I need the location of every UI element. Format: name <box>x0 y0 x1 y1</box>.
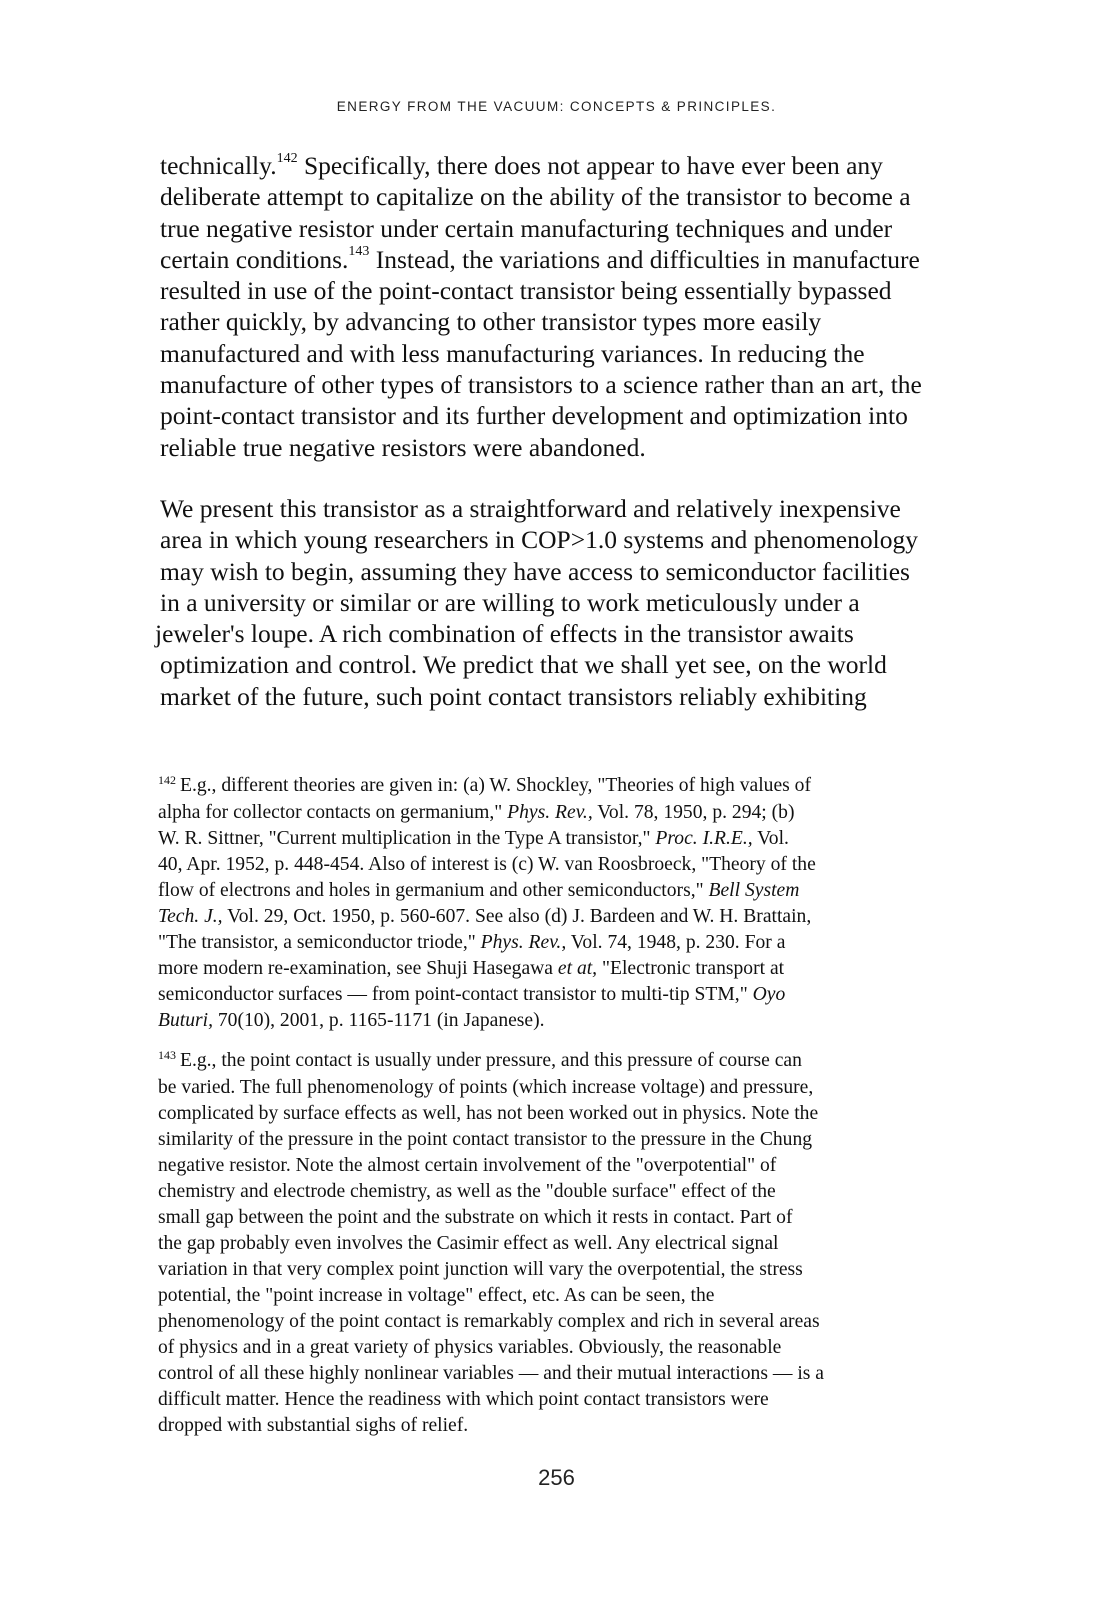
text-line: optimization and control. We predict that we shall yet see, on the world <box>160 650 887 680</box>
running-header: ENERGY FROM THE VACUUM: CONCEPTS & PRINCIPLES. <box>336 99 777 114</box>
body-paragraph-1 <box>160 150 1020 463</box>
footnote-line: potential, the "point increase in voltage" effect, etc. As can be seen, the <box>158 1285 715 1306</box>
text-line: technically.$^{142}$ Specifically, there does not appear to have ever been any <box>160 150 883 180</box>
footnote-143 <box>158 1048 1018 1439</box>
footnote-line: alpha for collector contacts on germanium," Phys. Rev., Vol. 78, 1950, p. 294; (b) <box>158 802 795 823</box>
footnote-line: Buturi, 70(10), 2001, p. 1165-1171 (in Japanese). <box>158 1010 545 1031</box>
text-line: in a university or similar or are willing to work meticulously under a <box>160 587 860 617</box>
text-line: manufactured and with less manufacturing variances. In reducing the <box>160 338 865 368</box>
footnote-line: small gap between the point and the substrate on which it rests in contact. Part of <box>158 1207 793 1228</box>
footnote-line: semiconductor surfaces — from point-contact transistor to multi-tip STM," Oyo <box>158 984 786 1005</box>
text-line: manufacture of other types of transistors to a science rather than an art, the <box>160 370 922 400</box>
text-line: rather quickly, by advancing to other transistor types more easily <box>160 307 822 337</box>
page-number: 256 <box>538 1465 575 1490</box>
text-line: true negative resistor under certain manufacturing techniques and under <box>160 213 893 243</box>
footnote-line: $^{142}$ E.g., different theories are given in: (a) W. Shockley, "Theories of high values of <box>158 773 812 796</box>
footnote-line: dropped with substantial sighs of relief. <box>158 1415 469 1436</box>
footnote-line: W. R. Sittner, "Current multiplication in the Type A transistor," Proc. I.R.E., Vol. <box>158 828 789 849</box>
footnote-line: "The transistor, a semiconductor triode," Phys. Rev., Vol. 74, 1948, p. 230. For a <box>158 932 786 953</box>
text-line: point-contact transistor and its further development and optimization into <box>160 401 908 431</box>
text-line: certain conditions.$^{143}$ Instead, the variations and difficulties in manufacture <box>160 244 920 274</box>
text-line: deliberate attempt to capitalize on the ability of the transistor to become a <box>160 182 911 212</box>
footnote-line: flow of electrons and holes in germanium and other semiconductors," Bell System <box>158 880 800 901</box>
footnote-marker: 143 <box>158 1048 176 1062</box>
footnote-reference-142: 142 <box>276 150 298 166</box>
text-line: We present this transistor as a straightforward and relatively inexpensive <box>160 494 901 523</box>
footnote-marker: 142 <box>158 773 176 787</box>
footnote-line: control of all these highly nonlinear variables — and their mutual interactions — is a <box>158 1363 825 1384</box>
footnote-142 <box>158 773 1018 1034</box>
footnote-line: chemistry and electrode chemistry, as well as the "double surface" effect of the <box>158 1181 776 1202</box>
footnote-line: negative resistor. Note the almost certain involvement of the "overpotential" of <box>158 1155 777 1176</box>
footnote-line: Tech. J., Vol. 29, Oct. 1950, p. 560-607. See also (d) J. Bardeen and W. H. Brattain, <box>158 906 812 927</box>
footnote-line: phenomenology of the point contact is remarkably complex and rich in several areas <box>158 1311 820 1332</box>
text-line: jeweler's loupe. A rich combination of effects in the transistor awaits <box>155 619 854 649</box>
footnote-line: of physics and in a great variety of physics variables. Obviously, the reasonable <box>158 1337 782 1358</box>
footnote-line: similarity of the pressure in the point contact transistor to the pressure in the Chung <box>158 1129 813 1150</box>
text-line: area in which young researchers in COP>1.0 systems and phenomenology <box>160 525 918 555</box>
footnote-line: 40, Apr. 1952, p. 448-454. Also of interest is (c) W. van Roosbroeck, "Theory of the <box>158 854 816 875</box>
footnote-line: be varied. The full phenomenology of points (which increase voltage) and pressure, <box>158 1077 814 1098</box>
text-line: market of the future, such point contact transistors reliably exhibiting <box>160 681 867 711</box>
text-line: resulted in use of the point-contact transistor being essentially bypassed <box>160 276 892 306</box>
footnote-line: more modern re-examination, see Shuji Hasegawa et at, "Electronic transport at <box>158 958 785 979</box>
text-line: reliable true negative resistors were abandoned. <box>160 432 646 462</box>
footnote-reference-143: 143 <box>348 244 370 260</box>
footnotes-section <box>158 773 1018 1453</box>
footnote-line: difficult matter. Hence the readiness with which point contact transistors were <box>158 1389 769 1410</box>
footnote-line: complicated by surface effects as well, has not been worked out in physics. Note the <box>158 1103 819 1124</box>
text-line: may wish to begin, assuming they have access to semiconductor facilities <box>160 556 910 586</box>
footnote-line: $^{143}$ E.g., the point contact is usually under pressure, and this pressure of course can <box>158 1048 802 1071</box>
footnote-line: the gap probably even involves the Casimir effect as well. Any electrical signal <box>158 1233 779 1254</box>
footnote-line: variation in that very complex point junction will vary the overpotential, the stress <box>158 1259 803 1280</box>
body-paragraph-2 <box>155 493 1020 712</box>
